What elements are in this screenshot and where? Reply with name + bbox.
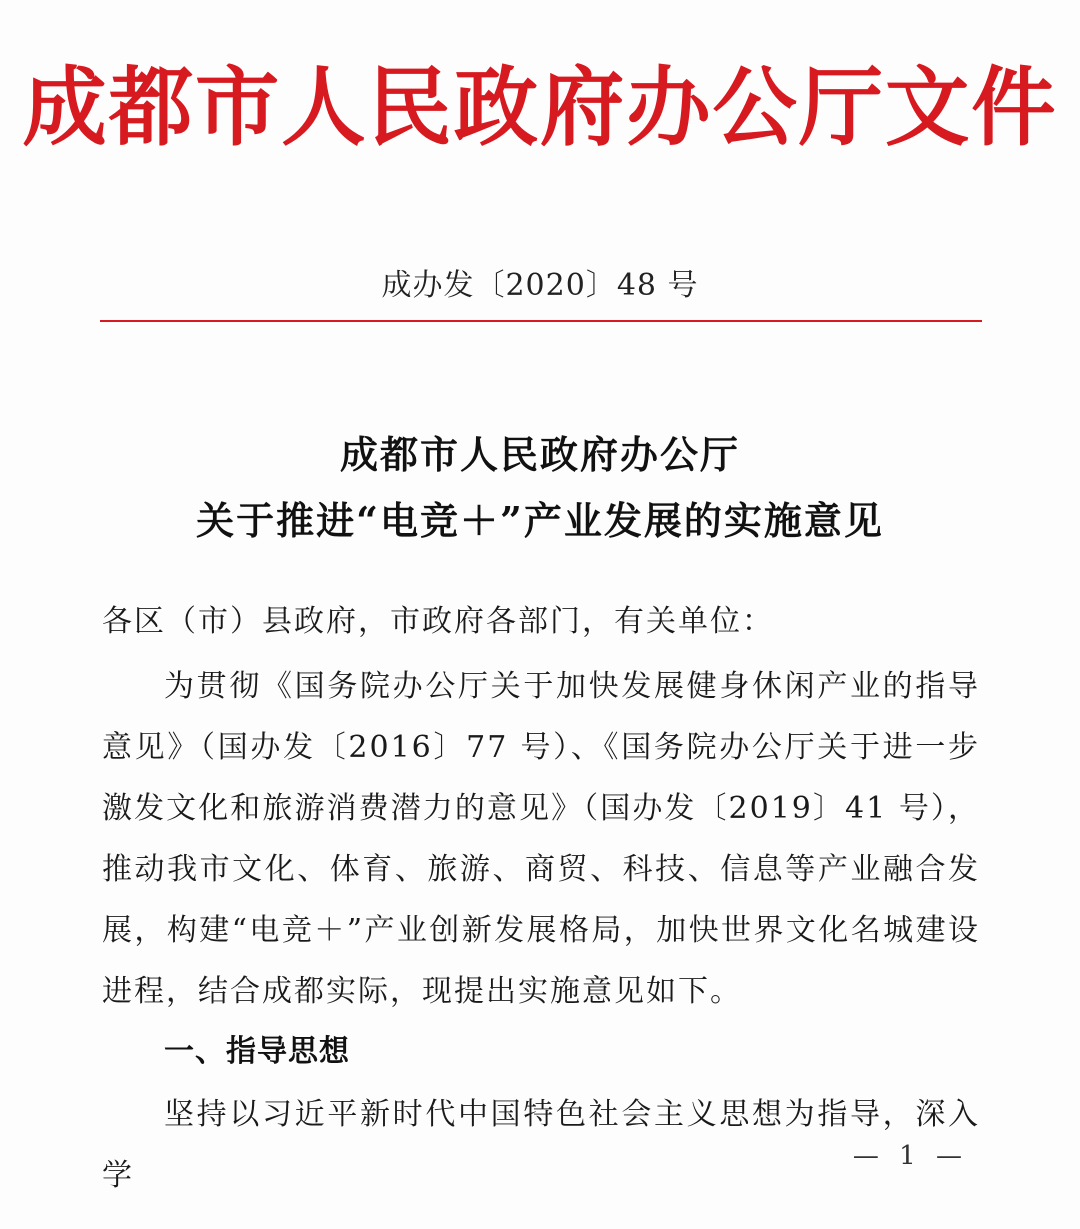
section-heading-guiding-ideology: 一、指导思想 [164,1034,350,1069]
document-number: 成办发〔2020〕48 号 [381,268,699,303]
document-title-line-1: 成都市人民政府办公厅 [339,432,740,477]
body-paragraph-2: 坚持以习近平新时代中国特色社会主义思想为指导，深入学 [102,1097,980,1193]
page-number: — 1 — [852,1141,968,1171]
document-title-line-2: 关于推进“电竞＋”产业发展的实施意见 [196,498,884,543]
document-masthead: 成都市人民政府办公厅文件 [22,57,1058,158]
body-paragraph-1: 为贯彻《国务院办公厅关于加快发展健身休闲产业的指导意见》（国办发〔2016〕77 号）、《国务院办公厅关于进一步激发文化和旅游消费潜力的意见》（国办发〔2019〕41 号），推动我市文化、体育、旅游、商贸、科技、信息等产业融合发展，构建“电竞＋”产业创新发展格局，加快世界文化名城建设进程，结合成都实际，现提出实施意见如下。 [102,669,980,1009]
salutation: 各区（市）县政府，市政府各部门，有关单位： [102,604,774,639]
red-divider-rule [100,320,982,322]
